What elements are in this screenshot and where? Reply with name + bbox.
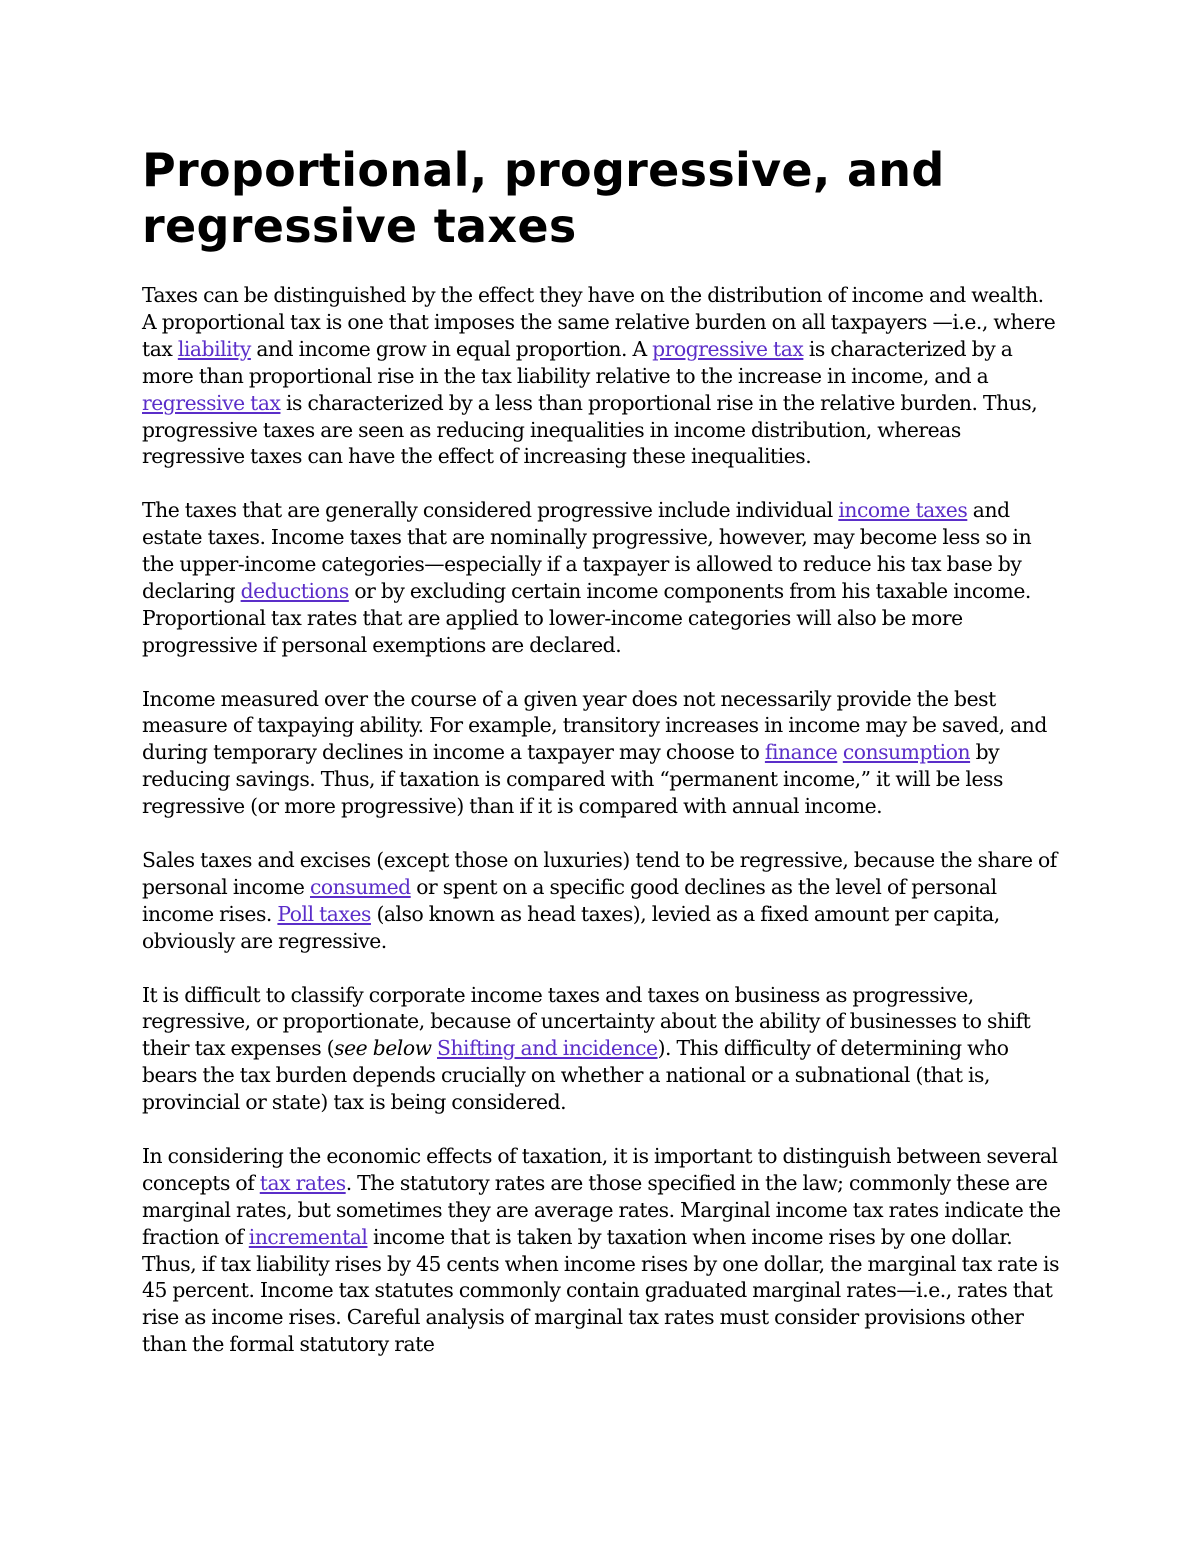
- text-run: and estate taxes. Income taxes that are nominally progressive, however, may become less so in the upper-income categories—especially if a taxpayer is allowed to reduce his tax base by declaring: [142, 498, 1032, 603]
- paragraph: [142, 847, 1062, 955]
- inline-link[interactable]: deductions: [240, 578, 349, 603]
- text-run: In considering the economic effects of taxation, it is important to distinguish between several concepts of: [142, 1143, 1058, 1195]
- paragraph: [142, 1143, 1062, 1358]
- paragraph: [142, 686, 1062, 821]
- document-page: [142, 142, 1062, 1385]
- text-run: Income measured over the course of a given year does not necessarily provide the best measure of taxpaying ability. For example, transitory increases in income may be saved, and during temporary declines in income a taxpayer may choose to: [142, 686, 1047, 765]
- page-title: Proportional, progressive, and regressive taxes: [142, 143, 945, 253]
- text-run: The taxes that are generally considered progressive include individual: [142, 498, 839, 523]
- italic-text: see below: [334, 1036, 432, 1061]
- text-run: Taxes can be distinguished by the effect they have on the distribution of income and wealth. A proportional tax is one that imposes the same relative burden on all taxpayers —i.e., where tax: [142, 283, 1056, 361]
- text-run: is characterized by a more than proportional rise in the tax liability relative to the increase in income, and a: [142, 336, 1013, 388]
- text-run: . The statutory rates are those specified in the law; commonly these are marginal rates, but sometimes they are average rates. Marginal income tax rates indicate the fraction of: [142, 1170, 1061, 1249]
- inline-link[interactable]: income taxes: [838, 498, 968, 523]
- inline-link[interactable]: finance: [764, 740, 838, 765]
- text-run: or by excluding certain income components from his taxable income. Proportional tax rates that are applied to lower-income categories will also be more progressive if personal exemptions are declared.: [142, 578, 1031, 657]
- paragraph: [142, 282, 1062, 470]
- text-run: or spent on a specific good declines as the level of personal income rises.: [142, 874, 997, 926]
- inline-link[interactable]: liability: [177, 336, 251, 361]
- text-run: and income grow in equal proportion. A: [250, 336, 653, 361]
- inline-link[interactable]: regressive tax: [142, 390, 281, 415]
- inline-link[interactable]: Poll taxes: [277, 901, 371, 926]
- text-run: by reducing savings. Thus, if taxation is compared with “permanent income,” it will be less regressive (or more progressive) than if it is compared with annual income.: [142, 740, 1003, 819]
- inline-link[interactable]: consumed: [309, 874, 411, 899]
- inline-link[interactable]: incremental: [248, 1224, 368, 1249]
- text-run: It is difficult to classify corporate income taxes and taxes on business as progressive, regressive, or proportionate, because of uncertainty about the ability of businesses to shift their tax expenses (: [142, 982, 1031, 1061]
- paragraph: [142, 497, 1062, 658]
- text-run: Sales taxes and excises (except those on luxuries) tend to be regressive, because the share of personal income: [142, 847, 1057, 899]
- document-body: [142, 282, 1062, 1358]
- text-run: is characterized by a less than proportional rise in the relative burden. Thus, progressive taxes are seen as reducing inequalities in income distribution, whereas regressive taxes can have the effect of increasing these inequalities.: [142, 390, 1038, 469]
- text-run: (also known as head taxes), levied as a fixed amount per capita, obviously are regressive.: [142, 901, 1000, 953]
- text-run: ). This difficulty of determining who bears the tax burden depends crucially on whether a national or a subnational (that is, provincial or state) tax is being considered.: [142, 1036, 1009, 1115]
- inline-link[interactable]: Shifting and incidence: [437, 1036, 658, 1061]
- inline-link[interactable]: tax rates: [259, 1170, 346, 1195]
- inline-link[interactable]: consumption: [842, 740, 971, 765]
- text-run: income that is taken by taxation when income rises by one dollar. Thus, if tax liability rises by 45 cents when income rises by one dollar, the marginal tax rate is 45 percent. Income tax statutes commonly contain graduated marginal rates—i.e., rates that rise as income rises. Careful analysis of marginal tax rates must consider provisions other than the formal statutory rate: [142, 1224, 1060, 1357]
- inline-link[interactable]: progressive tax: [652, 336, 804, 361]
- paragraph: [142, 982, 1062, 1117]
